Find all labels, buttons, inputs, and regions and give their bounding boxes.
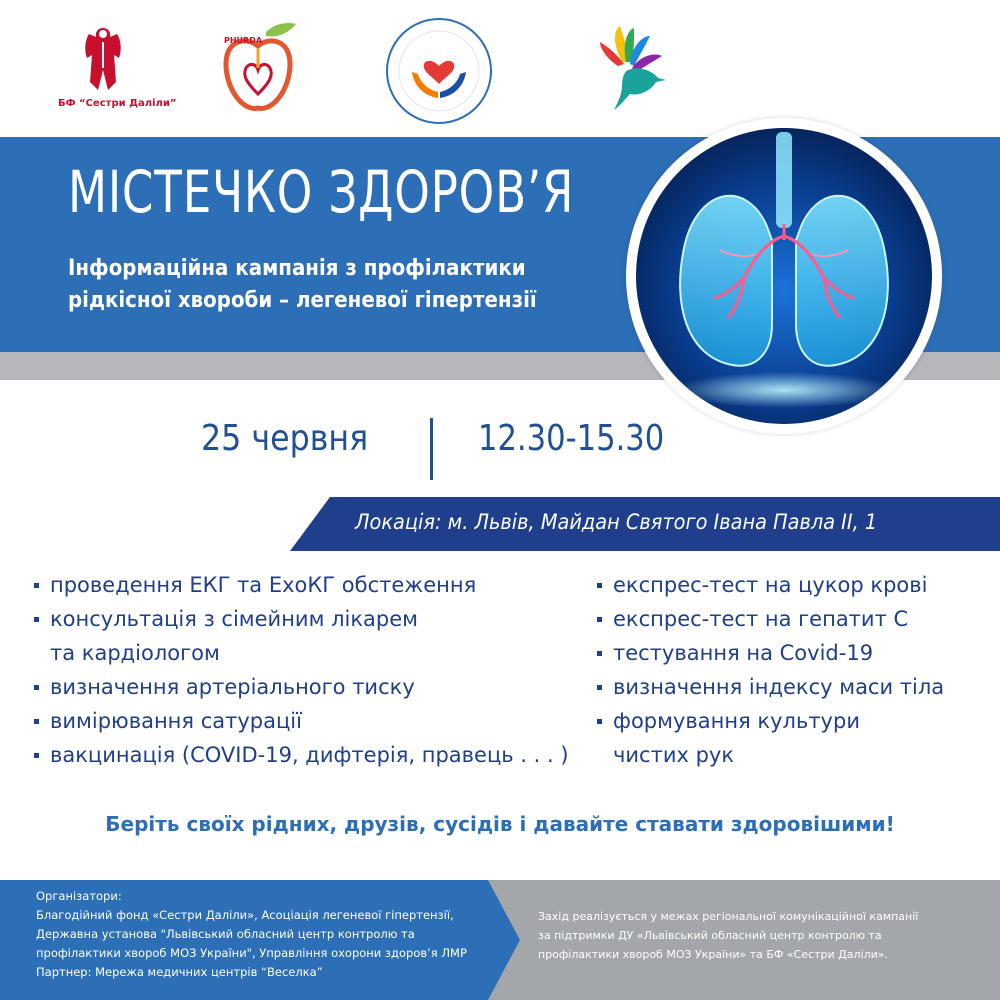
list-item [597, 602, 944, 636]
list-item-text: тестування на Covid-19 [613, 641, 874, 665]
services-list-left [34, 568, 569, 772]
lungs-icon [636, 128, 932, 424]
list-item-text: експрес-тест на цукор крові [613, 573, 928, 597]
list-item [597, 568, 944, 602]
list-item-text: формування культури [613, 709, 860, 733]
list-item-text: визначення індексу маси тіла [613, 675, 945, 699]
angel-icon [58, 22, 148, 94]
list-item [34, 602, 569, 670]
list-item-text: консультація з сімейним лікарем [50, 607, 419, 631]
call-to-action: Беріть своїх рідних, друзів, сусідів і давайте ставати здоровішими! [105, 812, 895, 836]
list-item-text: вакцинація (COVID-19, дифтерія, правець . . . ) [50, 743, 569, 767]
organizers-line: Організатори: [36, 889, 122, 903]
list-item [34, 738, 569, 772]
list-item-text: проведення ЕКГ та ЕхоКГ обстеження [50, 573, 477, 597]
list-item [34, 670, 569, 704]
list-item-text: визначення артеріального тиску [50, 675, 415, 699]
phurda-logo [218, 18, 298, 118]
subtitle-line: Інформаційна кампанія з профілактики [68, 256, 526, 281]
list-item [597, 704, 944, 772]
organizers-line: Партнер: Мережа медичних центрів “Веселка” [36, 965, 323, 979]
list-item [597, 636, 944, 670]
list-item [34, 568, 569, 602]
apple-heart-icon [218, 18, 298, 118]
hummingbird-logo [592, 22, 672, 122]
list-item-text: експрес-тест на гепатит С [613, 607, 909, 631]
organizers-line: профілактики хвороб МОЗ України", Управління охорони здоров’я ЛМР [36, 946, 467, 960]
hands-heart-icon [384, 16, 494, 126]
event-location: Локація: м. Львів, Майдан Святого Івана Павла ІІ, 1 [355, 510, 878, 534]
hummingbird-icon [592, 22, 672, 122]
date-separator [430, 418, 433, 480]
list-item [597, 670, 944, 704]
page-title: МІСТЕЧКО ЗДОРОВ’Я [68, 158, 575, 226]
support-line: за підтримки ДУ «Львівський обласний центр контролю та [538, 929, 882, 942]
event-date: 25 червня [201, 418, 369, 459]
organizers-line: Благодійний фонд «Сестри Даліли», Асоціація легеневої гіпертензії, [36, 908, 454, 922]
list-item [34, 704, 569, 738]
support-line: Захід реалізується у межах регіональної комунікаційної кампанії [538, 910, 919, 923]
logo-caption: БФ “Сестри Даліли” [58, 98, 177, 109]
list-item-text: вимірювання сатурації [50, 709, 302, 733]
list-item-text-cont: та кардіологом [50, 641, 220, 665]
logos-row [0, 0, 1000, 135]
subtitle [68, 253, 572, 317]
lung-image [636, 128, 932, 424]
list-item-text-cont: чистих рук [613, 743, 735, 767]
services-list-right [597, 568, 944, 772]
support-line: профілактики хвороб МОЗ України» та БФ «Сестри Даліли». [538, 948, 888, 961]
sestry-dalili-logo [58, 22, 177, 122]
organizers-line: Державна установа "Львівський обласний центр контролю та [36, 927, 415, 941]
subtitle-line: рідкісної хвороби – легеневої гіпертензії [68, 288, 537, 313]
support-text [538, 907, 988, 964]
logo-brand: PHURDA [224, 36, 263, 45]
organizers-text [36, 887, 516, 982]
event-time: 12.30-15.30 [478, 418, 665, 459]
lviv-regional-center-logo [384, 16, 494, 126]
